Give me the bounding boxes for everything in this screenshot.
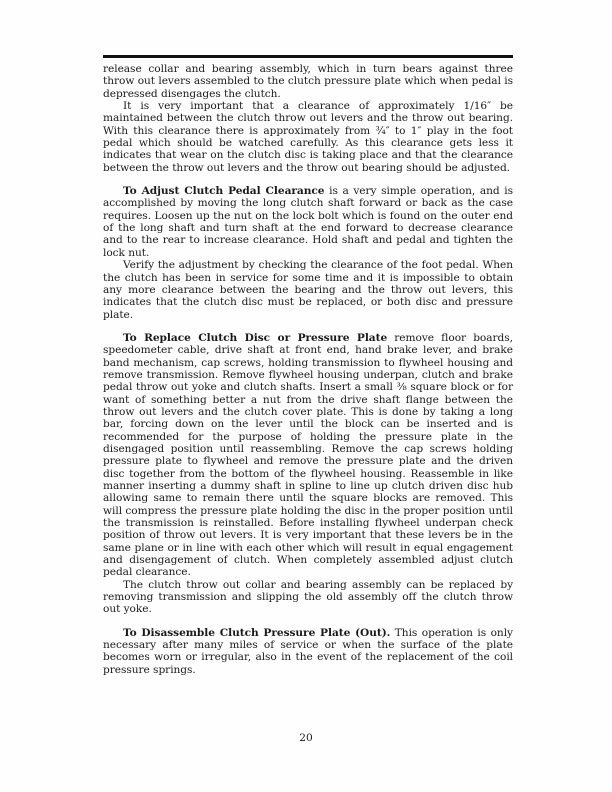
paragraph-body: The clutch throw out collar and bearing assembly can be replaced by removing transmission and slipping the old assembly off the clutch throw out yoke. (103, 578, 513, 616)
paragraph-body: is a very simple operation, and is accomplished by moving the long clutch shaft forward or back as the case requires. Loosen up the nut on the lock bolt which is found on the outer end of the long shaft and turn shaft at the end forward to decrease clearance and to the rear to increase clearance. Hold shaft and pedal and tighten the lock nut. (103, 185, 514, 259)
paragraph-body: remove floor boards, speedometer cable, drive shaft at front end, hand brake lever, and brake band mechanism, cap screws, holding transmission to flywheel housing and remove transmission. Remove flywheel housing underpan, clutch and brake pedal throw out yoke and clutch shafts. Insert a small ⅜ square block or for want of something better a nut from the drive shaft flange between the throw out levers and the clutch cover plate. This is done by taking a long bar, forcing down on the lever until the block can be inserted and is recommended for the purpose of holding the pressure plate in the disengaged position until reassembling. Remove the cap screws holding pressure plate to flywheel and remove the pressure plate and the driven disc together from the bottom of the flywheel housing. Reassemble in like manner inserting a dummy shaft in spline to line up clutch driven disc hub allowing same to remain there until the square blocks are removed. This will compress the pressure plate holding the disc in the proper position until the transmission is reinstalled. Before installing flywheel underpan check position of throw out levers. It is very important that these levers be in the same plane or in line with each other which will result in equal engagement and disengagement of clutch. When completely assembled adjust clutch pedal clearance. (103, 331, 513, 579)
paragraph-body: Verify the adjustment by checking the clearance of the foot pedal. When the clutch has been in service for some time and it is impossible to obtain any more clearance between the bearing and the throw out levers, this indicates that the clutch disc must be replaced, or both disc and pressure plate. (103, 259, 513, 321)
paragraph-clearance-importance (103, 100, 513, 174)
paragraph-verify-adjustment (103, 259, 513, 321)
paragraph-release-collar (103, 63, 513, 100)
section-adjust-pedal-clearance (103, 185, 513, 259)
section-replace-clutch-disc (103, 332, 513, 579)
section-heading: To Disassemble Clutch Pressure Plate (Out). (123, 626, 391, 639)
section-disassemble-pressure-plate (103, 627, 513, 676)
body-text (103, 63, 513, 676)
paragraph-throw-out-collar (103, 579, 513, 616)
paragraph-body: release collar and bearing assembly, which in turn bears against three throw out levers assembled to the clutch pressure plate which when pedal is depressed disengages the clutch. (103, 63, 513, 100)
header-rule (103, 55, 513, 58)
paragraph-body: It is very important that a clearance of approximately 1/16″ be maintained between the clutch throw out levers and the throw out bearing. With this clearance there is approximately from ¾″ to 1″ play in the foot pedal which should be watched carefully. As this clearance gets less it indicates that wear on the clutch disc is taking place and that the clearance between the throw out levers and the throw out bearing should be adjusted. (103, 100, 513, 174)
page-number: 20 (299, 732, 313, 744)
paragraph-body: This operation is only necessary after many miles of service or when the surface of the plate becomes worn or irregular, also in the event of the replacement of the coil pressure springs. (103, 626, 513, 676)
section-heading: To Adjust Clutch Pedal Clearance (123, 185, 325, 198)
section-heading: To Replace Clutch Disc or Pressure Plate (123, 331, 388, 344)
